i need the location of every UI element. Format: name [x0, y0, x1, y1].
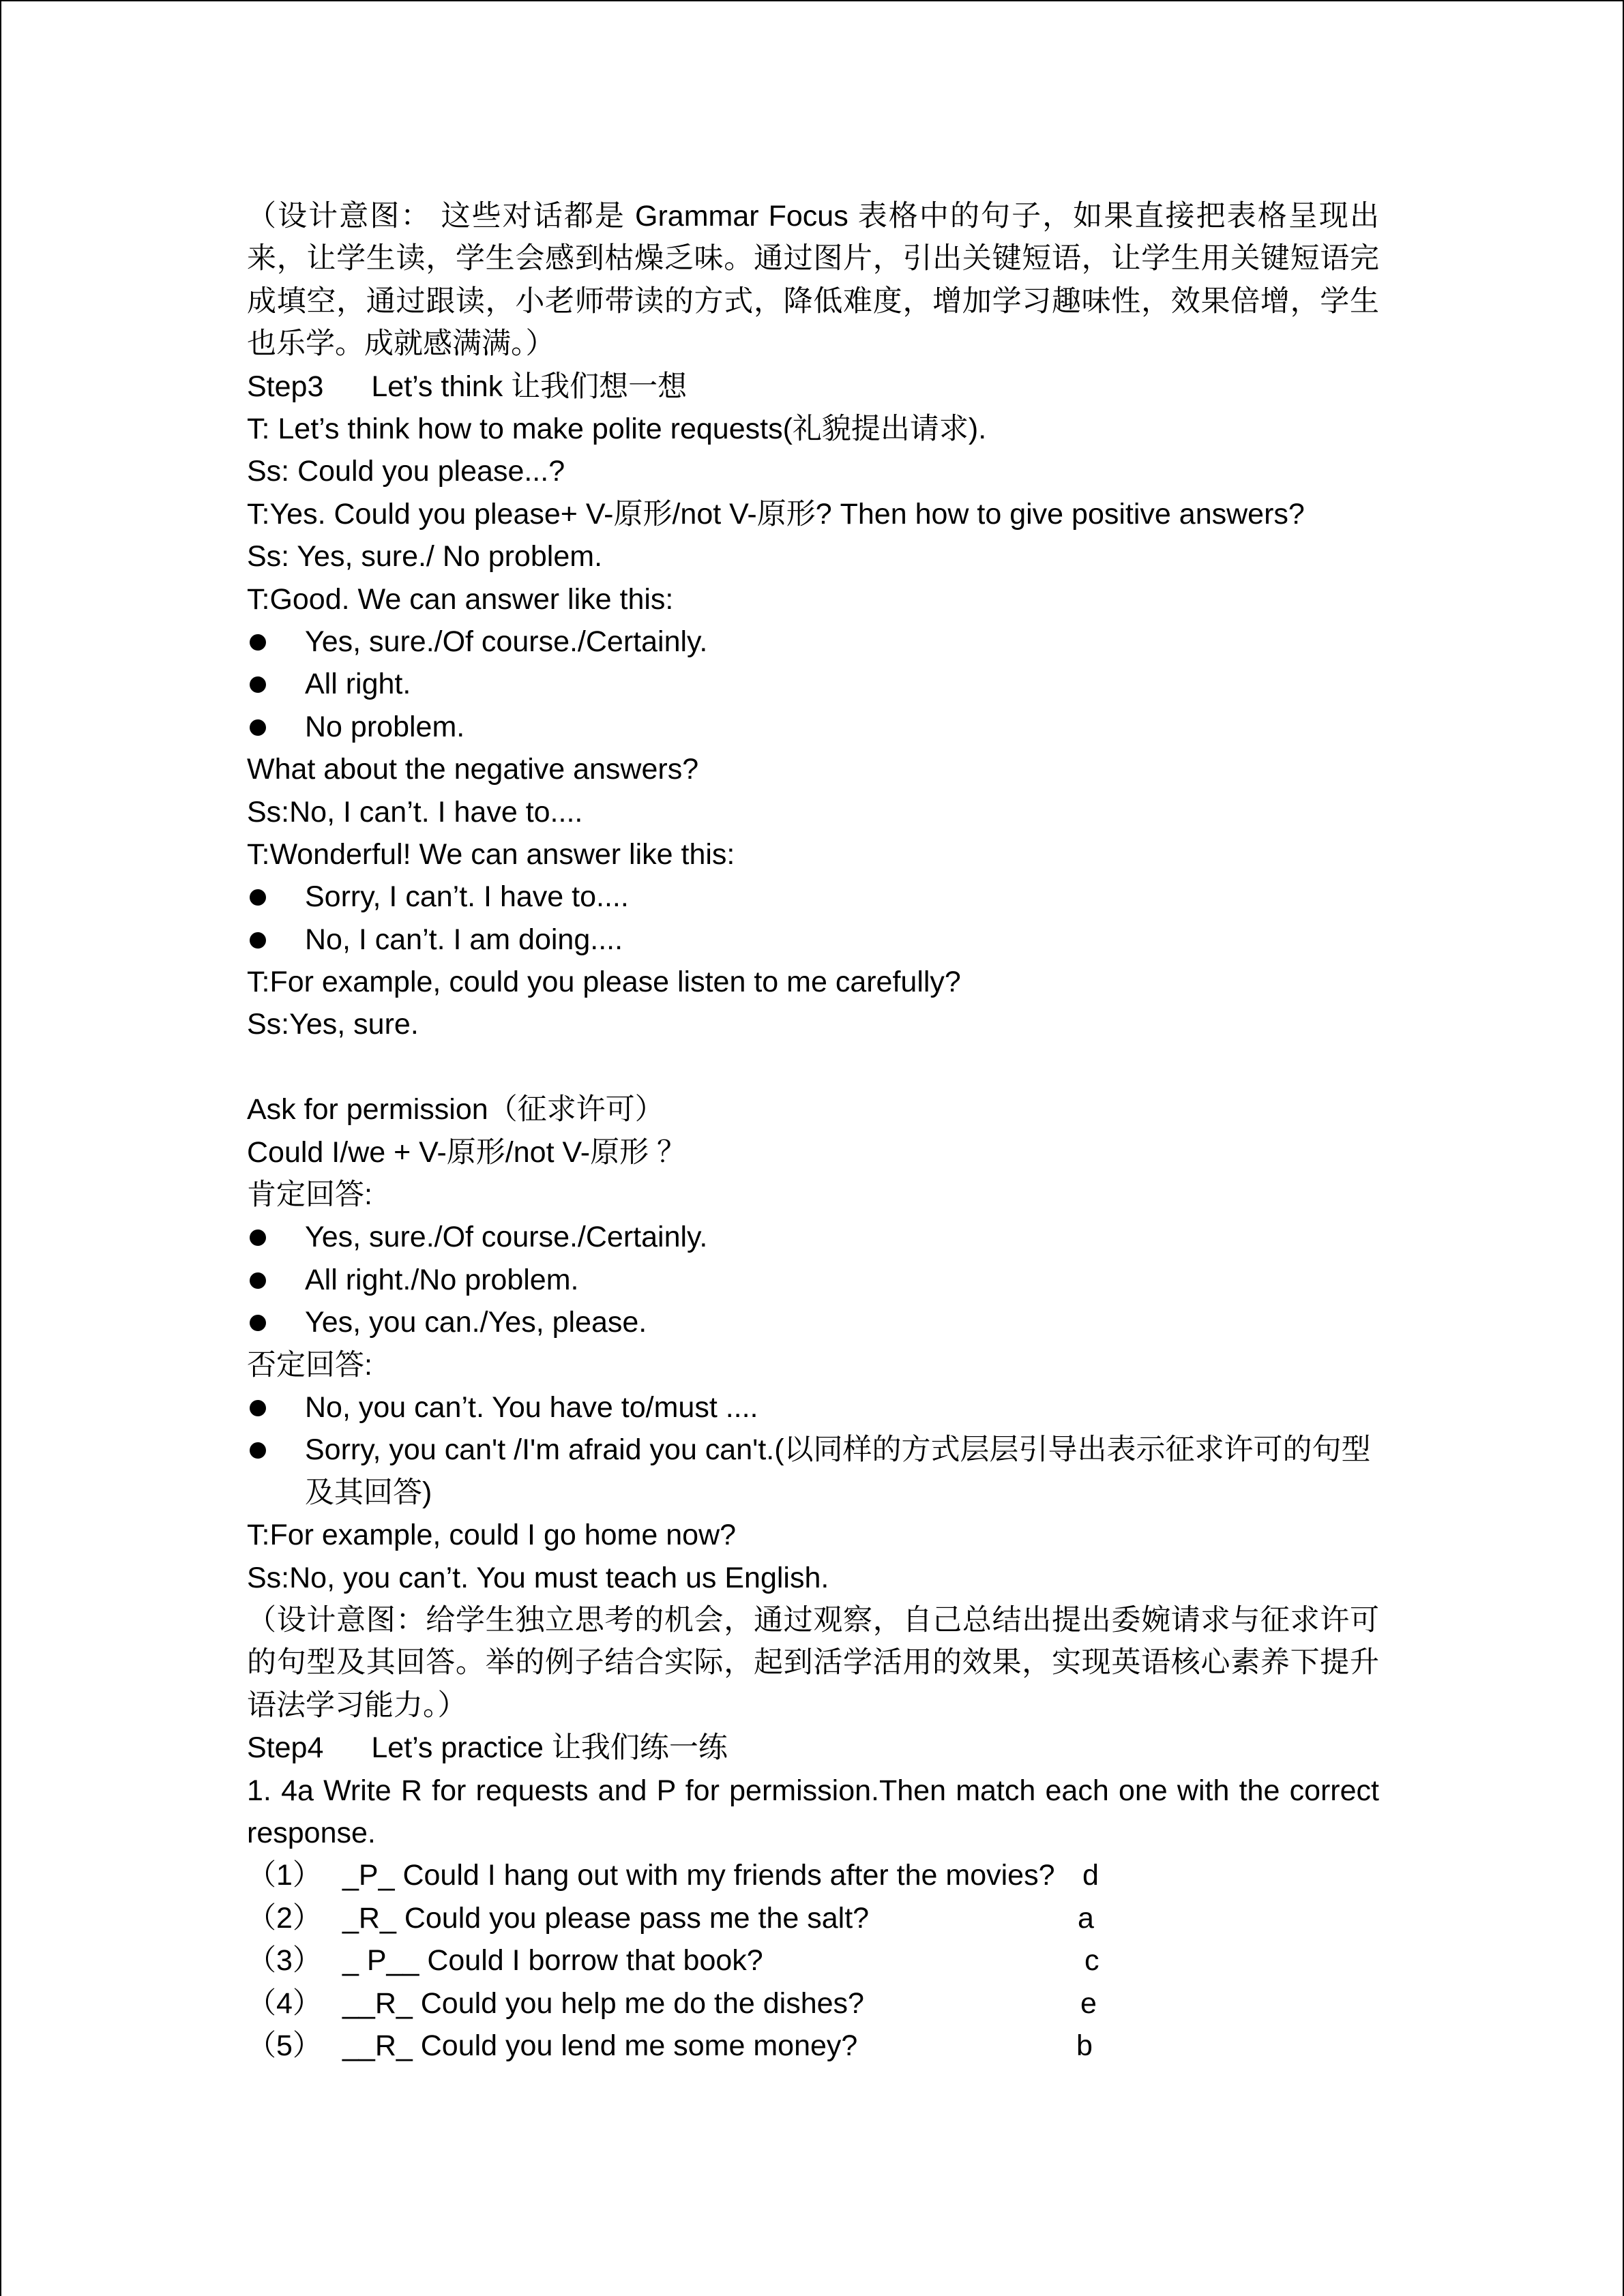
- blank-line: [247, 1046, 1379, 1088]
- bullet-icon: [250, 719, 266, 736]
- dialogue-line: T:Good. We can answer like this:: [247, 582, 674, 616]
- bullet-item: All right./No problem.: [247, 1259, 1379, 1301]
- bullet-icon: [250, 1442, 266, 1459]
- bullet-icon: [250, 676, 266, 693]
- step3-label: Step3: [247, 370, 324, 403]
- exercise-answer: b: [1076, 2029, 1093, 2062]
- dialogue-line: Ss:No, you can’t. You must teach us English.: [247, 1561, 829, 1594]
- bullet-item: Yes, sure./Of course./Certainly.: [247, 1216, 1379, 1258]
- exercise-sentence: _R_ Could you please pass me the salt?: [342, 1901, 870, 1935]
- exercise-item: [247, 1854, 1379, 1896]
- bullet-icon: [250, 1272, 266, 1289]
- bullet-item: All right.: [247, 663, 1379, 705]
- exercise-answer: a: [1078, 1901, 1094, 1935]
- permission-heading: Ask for permission（征求许可）: [247, 1093, 664, 1127]
- dialogue-line: T:For example, could I go home now?: [247, 1519, 737, 1552]
- bullet-item: No problem.: [247, 706, 1379, 748]
- exercise-number: （1）: [247, 1859, 322, 1892]
- exercise-number: （3）: [247, 1944, 322, 1978]
- bullet-item: Yes, you can./Yes, please.: [247, 1301, 1379, 1343]
- step3-heading: [247, 366, 1379, 408]
- dialogue-line: Ss:No, I can’t. I have to....: [247, 795, 583, 829]
- dialogue-line: Ss:Yes, sure.: [247, 1008, 419, 1041]
- bullet-icon: [250, 932, 266, 949]
- exercise-number: （4）: [247, 1986, 322, 2020]
- bullet-icon: [250, 634, 266, 651]
- bullet-icon: [250, 1315, 266, 1331]
- positive-answer-label: 肯定回答:: [247, 1178, 372, 1212]
- exercise-item: [247, 1939, 1379, 1982]
- bullet-icon: [250, 1229, 266, 1246]
- negative-answer-label: 否定回答:: [247, 1348, 372, 1382]
- document-body: [247, 195, 1379, 2067]
- dialogue-line: T:For example, could you please listen to me carefully?: [247, 966, 961, 999]
- dialogue-line: What about the negative answers?: [247, 753, 699, 786]
- bullet-item: Sorry, you can't /I'm afraid you can't.(以同样的方式层层引导出表示征求许可的句型及其回答): [247, 1429, 1379, 1514]
- exercise-sentence: _P_ Could I hang out with my friends after the movies?: [342, 1859, 1055, 1892]
- exercise-item: [247, 2025, 1379, 2067]
- bullet-icon: [250, 1400, 266, 1416]
- exercise-answer: c: [1084, 1944, 1099, 1978]
- exercise-answer: e: [1080, 1986, 1097, 2020]
- bullet-item: Sorry, I can’t. I have to....: [247, 876, 1379, 918]
- bullet-icon: [250, 889, 266, 906]
- dialogue-line: T:Wonderful! We can answer like this:: [247, 837, 735, 871]
- dialogue-line: Ss: Could you please...?: [247, 455, 565, 488]
- dialogue-line: Ss: Yes, sure./ No problem.: [247, 540, 603, 573]
- step4-title: Let’s practice 让我们练一练: [371, 1731, 728, 1765]
- step4-label: Step4: [247, 1731, 324, 1765]
- exercise-instruction: 1. 4a Write R for requests and P for permission.Then match each one with the correct response.: [247, 1774, 1379, 1849]
- bullet-item: Yes, sure./Of course./Certainly.: [247, 621, 1379, 663]
- design-intent-paragraph-2: （设计意图：给学生独立思考的机会，通过观察，自己总结出提出委婉请求与征求许可的句型及其回答。举的例子结合实际，起到活学活用的效果，实现英语核心素养下提升语法学习能力。）: [247, 1603, 1379, 1722]
- exercise-sentence: __R_ Could you lend me some money?: [342, 2029, 858, 2062]
- dialogue-line: T:Yes. Could you please+ V-原形/not V-原形? Then how to give positive answers?: [247, 497, 1305, 531]
- exercise-item: [247, 1897, 1379, 1939]
- step3-title: Let’s think 让我们想一想: [371, 370, 688, 403]
- dialogue-line: T: Let’s think how to make polite requests(礼貌提出请求).: [247, 413, 987, 446]
- exercise-answer: d: [1082, 1859, 1099, 1892]
- bullet-item: No, I can’t. I am doing....: [247, 919, 1379, 961]
- exercise-item: [247, 1982, 1379, 2025]
- permission-pattern: Could I/we + V-原形/not V-原形 ？: [247, 1135, 687, 1169]
- bullet-item: No, you can’t. You have to/must ....: [247, 1386, 1379, 1429]
- step4-heading: [247, 1727, 1379, 1769]
- design-intent-paragraph: （设计意图： 这些对话都是 Grammar Focus 表格中的句子，如果直接把表格呈现出来，让学生读，学生会感到枯燥乏味。通过图片，引出关键短语，让学生用关键短语完成填空，通过跟读，小老师带读的方式，降低难度，增加学习趣味性，效果倍增，学生也乐学。成就感满满。）: [247, 200, 1379, 361]
- exercise-number: （2）: [247, 1901, 322, 1935]
- exercise-number: （5）: [247, 2029, 322, 2062]
- exercise-sentence: __R_ Could you help me do the dishes?: [342, 1986, 864, 2020]
- exercise-sentence: _ P__ Could I borrow that book?: [342, 1944, 763, 1978]
